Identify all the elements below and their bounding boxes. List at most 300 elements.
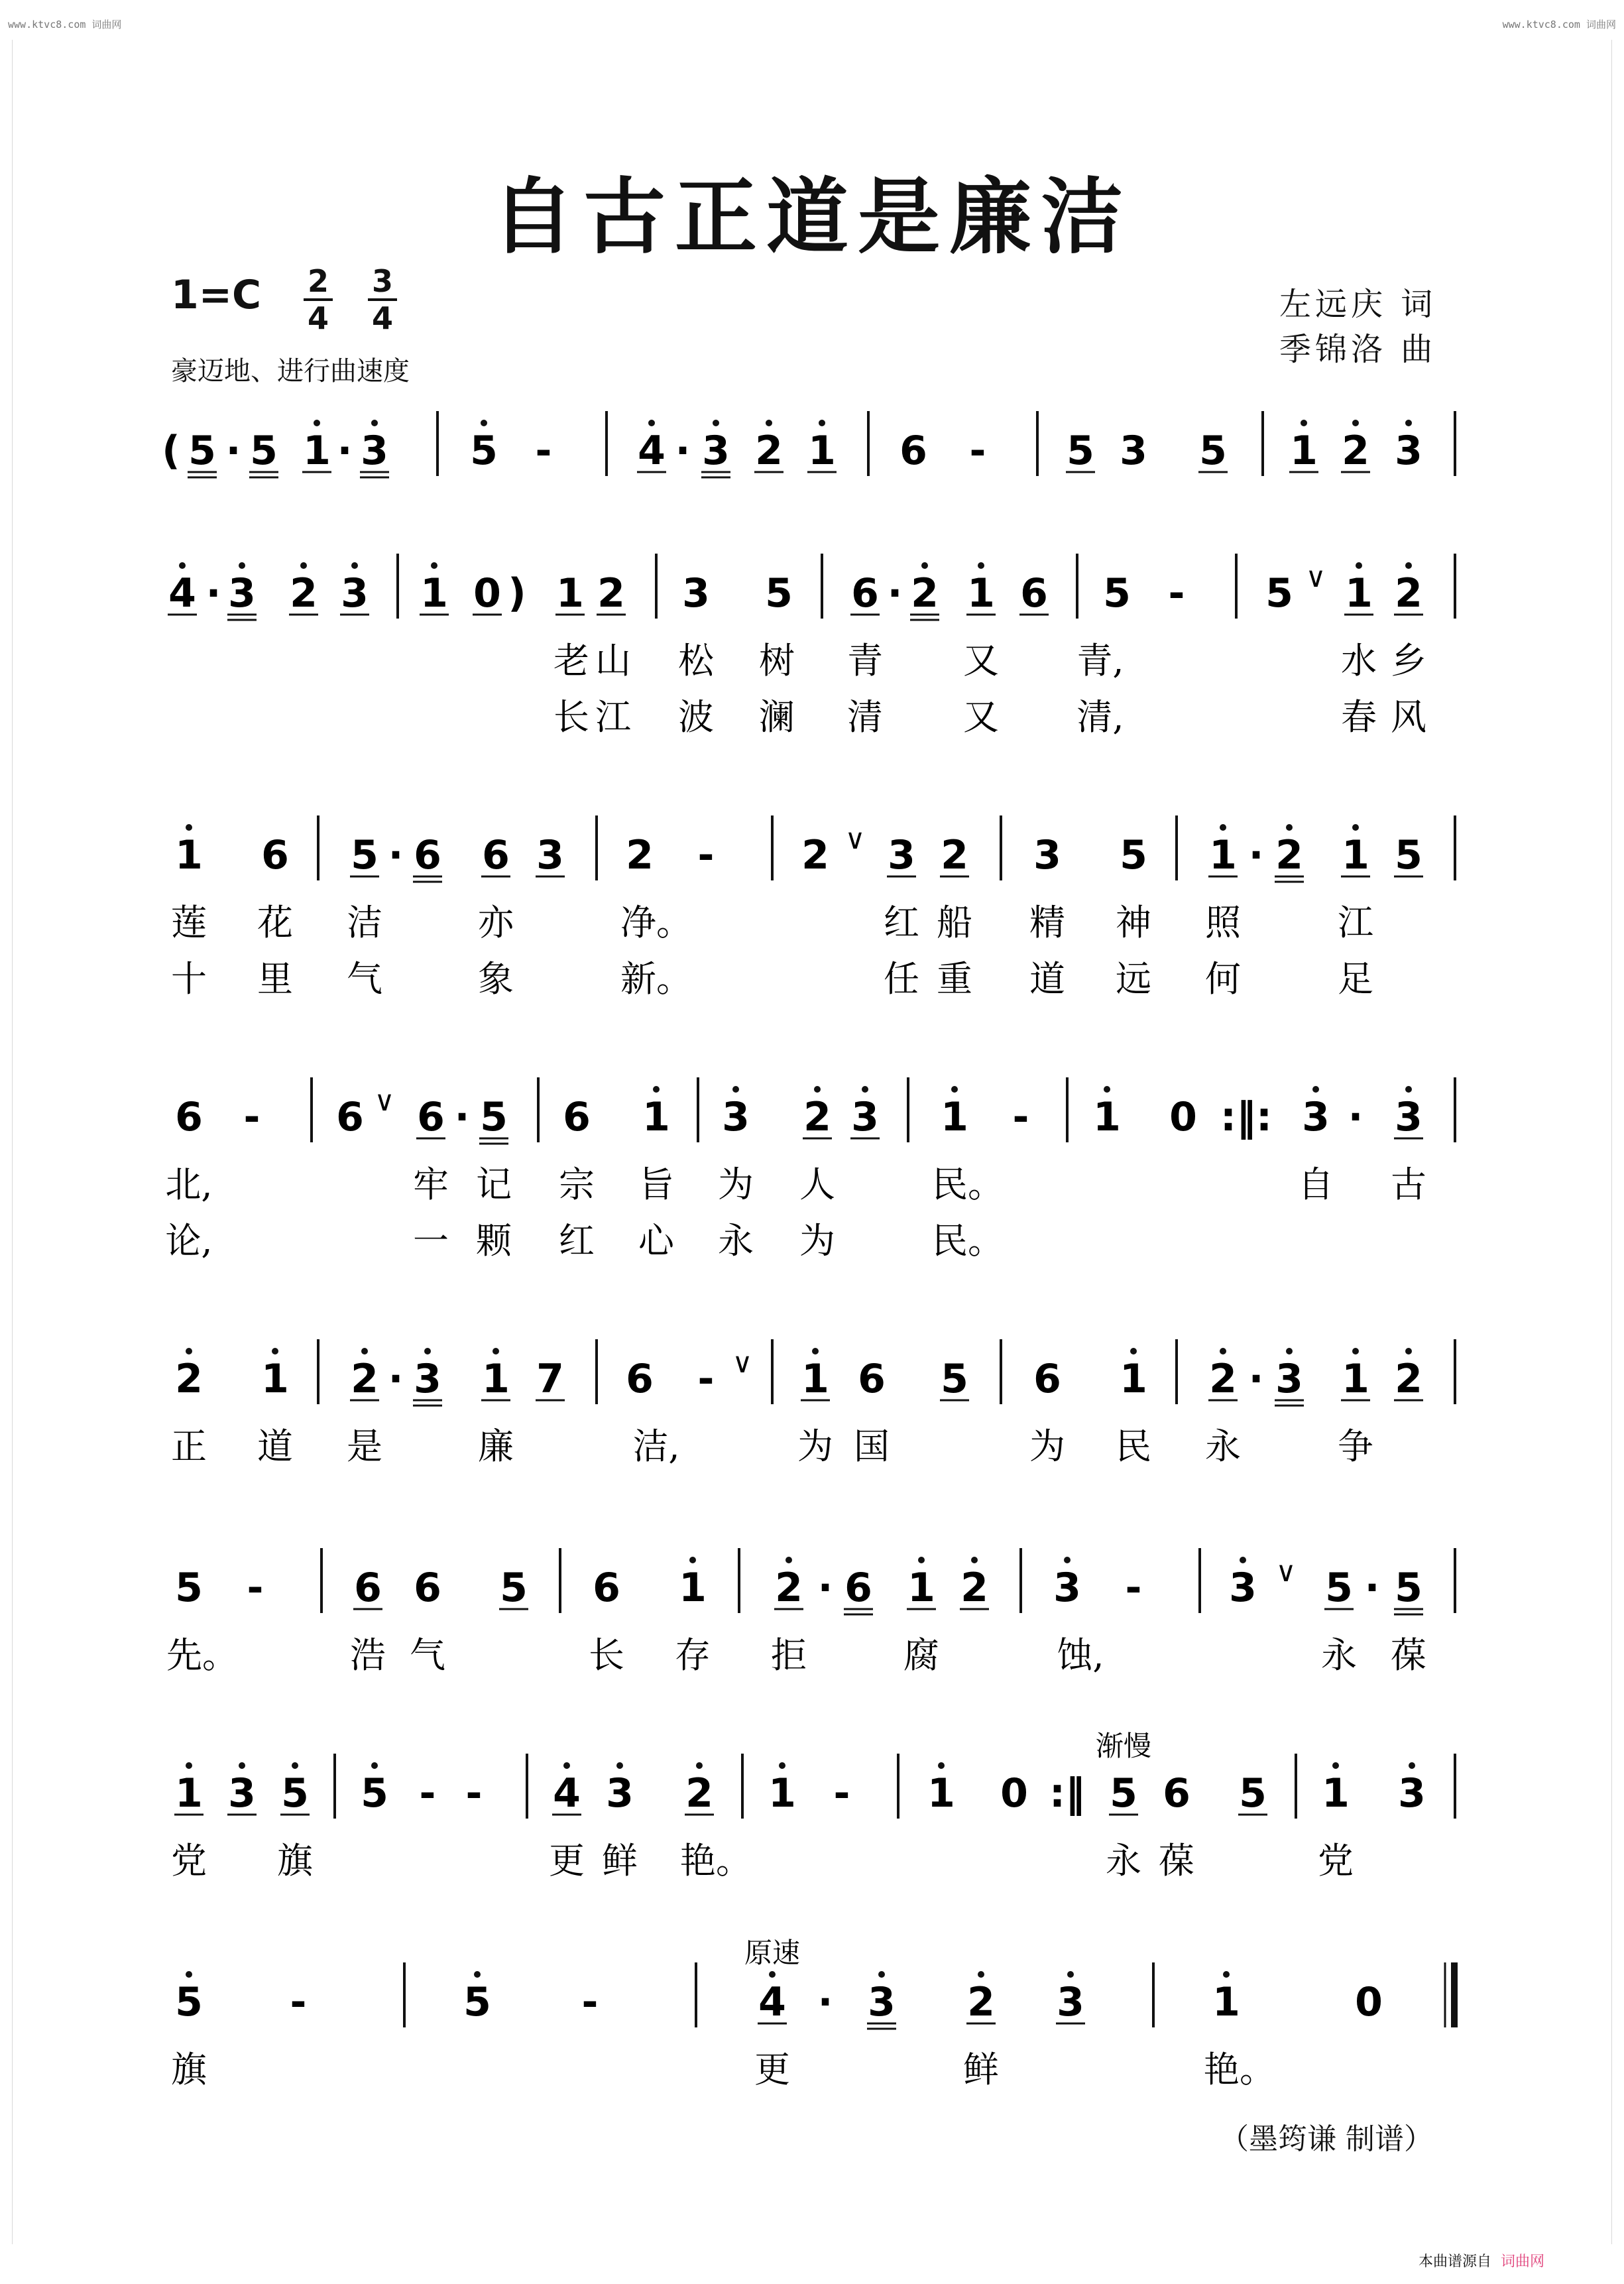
row2-sym-7: 0 [473, 570, 501, 617]
row2-sym-3-octave-dot [300, 562, 307, 569]
row2-sym-13: 5 [765, 570, 793, 617]
row2-lyrics1-8: 乡 [1391, 640, 1426, 682]
row2-sym-25: ∨ [1305, 561, 1326, 593]
row7-sym-0-octave-dot [186, 1762, 192, 1769]
row2-sym-18: 1 [967, 570, 995, 617]
row5-lyrics1-9: 永 [1205, 1425, 1241, 1467]
row4-lyrics2-1: 一 [413, 1220, 449, 1262]
tempo-marking: 豪迈地、进行曲速度 [171, 356, 410, 387]
row8-sym-13: 0 [1355, 1979, 1383, 2025]
row3-sym-20-octave-dot [1220, 824, 1226, 831]
row2-sym-26-octave-dot [1356, 562, 1362, 569]
row5-lyrics1-4: 洁, [632, 1425, 680, 1467]
row8-sym-6: 4 [758, 1979, 786, 2025]
row7-sym-0: 1 [175, 1770, 203, 1817]
row4-sym-14-octave-dot [862, 1086, 868, 1093]
row4-lyrics1-2: 记 [476, 1164, 512, 1205]
row4-sym-24-octave-dot [1405, 1086, 1412, 1093]
row1-sym-6: 3 [361, 428, 388, 474]
row2-lyrics1-7: 水 [1341, 640, 1377, 682]
row3-lyrics1-4: 净。 [620, 902, 692, 943]
row6-sym-10: 2 [775, 1565, 803, 1611]
row7-sym-16: 0 [1000, 1770, 1028, 1817]
row8-sym-4: - [581, 1979, 599, 2025]
row1-sym-4-octave-dot [314, 420, 320, 426]
row7-sym-5: - [419, 1770, 436, 1817]
row2-lyrics2-7: 春 [1341, 696, 1377, 738]
row4-lyrics2-4: 心 [638, 1220, 674, 1262]
row7-sym-8: 4 [553, 1770, 581, 1817]
row4-lyrics1-6: 人 [799, 1164, 835, 1205]
row8-lyrics1-2: 鲜 [963, 2049, 999, 2090]
row3-lyrics1-1: 花 [257, 902, 293, 943]
row8-sym-10-octave-dot [1067, 1971, 1074, 1978]
row3-sym-13: ∨ [844, 823, 866, 855]
row4-sym-6: · [454, 1094, 470, 1140]
row2-sym-15: 6 [851, 570, 879, 617]
lyricist-credit: 左远庆 词 [1279, 286, 1437, 323]
row7-sym-22-octave-dot [1332, 1762, 1339, 1769]
key-signature: 1=C [171, 272, 262, 318]
row1-sym-25-octave-dot [1352, 420, 1359, 426]
row6-sym-4: 6 [414, 1565, 441, 1611]
row5-sym-18-octave-dot [1130, 1348, 1137, 1354]
row4-lyrics2-2: 颗 [476, 1220, 512, 1262]
row5-lyrics1-0: 正 [171, 1425, 207, 1467]
row1-sym-14: 2 [755, 428, 783, 474]
row8-sym-3: 5 [463, 1979, 491, 2025]
row2-sym-21: 5 [1103, 570, 1131, 617]
row3-sym-23-octave-dot [1352, 824, 1359, 831]
row2-sym-3: 2 [290, 570, 318, 617]
row5-sym-23: 1 [1342, 1356, 1369, 1402]
row4-sym-13: 2 [803, 1094, 831, 1140]
row7-sym-12-octave-dot [779, 1762, 785, 1769]
row5-lyrics1-10: 争 [1338, 1425, 1373, 1467]
row6-sym-17: - [1125, 1565, 1142, 1611]
row1-sym-26-octave-dot [1405, 420, 1412, 426]
row3-sym-21: · [1248, 832, 1264, 878]
row6-lyrics1-5: 拒 [771, 1634, 807, 1676]
row5-sym-13: 1 [801, 1356, 829, 1402]
row1-sym-9: - [535, 428, 552, 474]
row8-lyrics1-3: 艳。 [1204, 2049, 1275, 2090]
row1-sym-26: 3 [1395, 428, 1422, 474]
row2-sym-2-octave-dot [239, 562, 245, 569]
row3-lyrics2-5: 任 [884, 958, 919, 1000]
row6-sym-11: · [817, 1565, 833, 1611]
row8-sym-7: · [817, 1979, 833, 2025]
row4-lyrics1-7: 民。 [932, 1164, 1004, 1205]
row8-sym-6-octave-dot [769, 1971, 776, 1978]
row3-sym-5: 6 [414, 832, 441, 878]
row3-lyrics1-3: 亦 [478, 902, 514, 943]
row3-sym-0-octave-dot [186, 824, 192, 831]
a-tempo-mark: 原速 [744, 1937, 801, 1969]
row4-sym-12: 3 [722, 1094, 750, 1140]
row3-lyrics2-8: 远 [1116, 958, 1151, 1000]
row4-sym-22-octave-dot [1312, 1086, 1319, 1093]
row6-sym-5: 5 [500, 1565, 528, 1611]
row5-sym-6-octave-dot [493, 1348, 499, 1354]
row7-sym-1: 3 [228, 1770, 256, 1817]
row4-lyrics2-7: 民。 [932, 1220, 1004, 1262]
row5-sym-0: 2 [175, 1356, 203, 1402]
row1-sym-4: 1 [303, 428, 331, 474]
row3-lyrics1-7: 精 [1029, 902, 1065, 943]
row8-sym-8-octave-dot [878, 1971, 885, 1978]
row3-lyrics2-6: 重 [937, 958, 972, 1000]
row3-lyrics2-4: 新。 [620, 958, 692, 1000]
row7-sym-15-octave-dot [938, 1762, 945, 1769]
row7-sym-18: 5 [1110, 1770, 1137, 1817]
row4-sym-24: 3 [1395, 1094, 1422, 1140]
row7-sym-15: 1 [927, 1770, 955, 1817]
row4-sym-4: ∨ [374, 1085, 395, 1117]
row4-sym-19: 1 [1093, 1094, 1121, 1140]
row5-sym-21: · [1248, 1356, 1264, 1402]
row1-sym-15-octave-dot [819, 420, 825, 426]
row8-lyrics1-0: 旗 [171, 2049, 207, 2090]
row2-sym-24: 5 [1265, 570, 1293, 617]
row2-lyrics1-3: 树 [759, 640, 795, 682]
row2-lyrics1-6: 青, [1076, 640, 1124, 682]
row3-sym-0: 1 [175, 832, 203, 878]
row6-lyrics1-1: 浩 [350, 1634, 386, 1676]
row7-sym-6: - [465, 1770, 483, 1817]
row4-sym-20: 0 [1169, 1094, 1197, 1140]
row3-lyrics2-1: 里 [257, 958, 293, 1000]
row2-sym-0-octave-dot [179, 562, 186, 569]
row5-lyrics1-3: 廉 [478, 1425, 514, 1467]
row5-sym-6: 1 [482, 1356, 510, 1402]
row2-lyrics2-4: 清 [847, 696, 883, 738]
row5-sym-24-octave-dot [1405, 1348, 1412, 1354]
row6-sym-14-octave-dot [971, 1557, 978, 1563]
row4-sym-17: - [1012, 1094, 1029, 1140]
row5-sym-4: · [388, 1356, 404, 1402]
row2-sym-6: 1 [420, 570, 448, 617]
row3-sym-22-octave-dot [1286, 824, 1293, 831]
row2-lyrics1-1: 山 [595, 640, 631, 682]
row6-sym-8: 1 [679, 1565, 707, 1611]
row6-sym-22: · [1364, 1565, 1380, 1611]
row5-sym-14: 6 [858, 1356, 886, 1402]
row3-lyrics2-10: 足 [1338, 958, 1373, 1000]
row2-sym-4-octave-dot [351, 562, 358, 569]
row3-sym-12: 2 [801, 832, 829, 878]
row7-sym-2: 5 [281, 1770, 309, 1817]
row4-lyrics2-5: 永 [718, 1220, 754, 1262]
row4-sym-10: 1 [642, 1094, 670, 1140]
row4-lyrics2-6: 为 [799, 1220, 835, 1262]
row2-sym-0: 4 [168, 570, 196, 617]
row3-sym-20: 1 [1209, 832, 1237, 878]
row1-sym-11-octave-dot [648, 420, 655, 426]
row4-lyrics1-3: 宗 [559, 1164, 595, 1205]
row2-sym-27-octave-dot [1405, 562, 1412, 569]
row5-sym-5: 3 [414, 1356, 441, 1402]
row5-sym-13-octave-dot [812, 1348, 819, 1354]
row2-lyrics1-5: 又 [963, 640, 999, 682]
row7-sym-22: 1 [1322, 1770, 1350, 1817]
row2-sym-18-octave-dot [978, 562, 984, 569]
row1-sym-2: · [225, 428, 241, 474]
row6-sym-14: 2 [960, 1565, 988, 1611]
header-left-watermark: www.ktvc8.com 词曲网 [8, 19, 122, 30]
row4-sym-23: · [1348, 1094, 1363, 1140]
row4-sym-14: 3 [851, 1094, 879, 1140]
row7-sym-8-octave-dot [563, 1762, 570, 1769]
row3-sym-1: 6 [261, 832, 289, 878]
meter1-den: 4 [307, 300, 329, 336]
row7-sym-2-octave-dot [292, 1762, 298, 1769]
row7-sym-9-octave-dot [616, 1762, 623, 1769]
row6-sym-13: 1 [907, 1565, 935, 1611]
row5-lyrics1-1: 道 [257, 1425, 293, 1467]
row1-sym-15: 1 [808, 428, 836, 474]
row6-sym-3: 6 [354, 1565, 382, 1611]
row6-sym-20: ∨ [1275, 1555, 1297, 1588]
row8-sym-1: - [290, 1979, 307, 2025]
row2-lyrics2-2: 波 [678, 696, 714, 738]
row1-sym-0: ( [162, 428, 180, 474]
row6-sym-8-octave-dot [689, 1557, 696, 1563]
row6-lyrics1-9: 葆 [1391, 1634, 1426, 1676]
row2-lyrics1-0: 老 [553, 640, 589, 682]
row2-sym-27: 2 [1395, 570, 1422, 617]
row6-sym-19: 3 [1229, 1565, 1257, 1611]
row7-lyrics1-0: 党 [171, 1840, 207, 1882]
row5-sym-23-octave-dot [1352, 1348, 1359, 1354]
row4-lyrics1-9: 古 [1391, 1164, 1426, 1205]
row6-sym-13-octave-dot [918, 1557, 925, 1563]
row4-lyrics2-0: 论, [165, 1220, 213, 1262]
row3-lyrics1-8: 神 [1116, 902, 1151, 943]
row6-lyrics1-3: 长 [589, 1634, 624, 1676]
row4-sym-21: :‖: [1220, 1094, 1272, 1140]
row2-sym-6-octave-dot [431, 562, 437, 569]
row1-sym-8: 5 [470, 428, 498, 474]
row3-sym-24: 5 [1395, 832, 1422, 878]
row2-lyrics1-2: 松 [678, 640, 714, 682]
row6-sym-7: 6 [593, 1565, 620, 1611]
row7-sym-20: 5 [1239, 1770, 1267, 1817]
row3-lyrics2-2: 气 [347, 958, 382, 1000]
row3-sym-22: 2 [1275, 832, 1303, 878]
row8-sym-3-octave-dot [474, 1971, 481, 1978]
header-right-watermark: www.ktvc8.com 词曲网 [1502, 19, 1616, 30]
row4-sym-5: 6 [417, 1094, 445, 1140]
row1-sym-1: 5 [188, 428, 216, 474]
row6-lyrics1-7: 蚀, [1057, 1634, 1104, 1676]
row7-sym-4: 5 [361, 1770, 388, 1817]
row7-sym-10: 2 [685, 1770, 713, 1817]
row3-lyrics2-0: 十 [171, 958, 207, 1000]
ritardando-mark: 渐慢 [1095, 1730, 1152, 1762]
row7-sym-9: 3 [606, 1770, 634, 1817]
row2-lyrics2-3: 澜 [759, 696, 795, 738]
row4-sym-22: 3 [1302, 1094, 1330, 1140]
row1-sym-21: 3 [1120, 428, 1147, 474]
row8-sym-0: 5 [175, 1979, 203, 2025]
row5-sym-11: ∨ [732, 1347, 753, 1379]
row5-lyrics1-7: 为 [1029, 1425, 1065, 1467]
row4-sym-3: 6 [336, 1094, 364, 1140]
row1-sym-13: 3 [702, 428, 730, 474]
row5-lyrics1-8: 民 [1116, 1425, 1151, 1467]
row1-sym-13-octave-dot [713, 420, 719, 426]
row3-lyrics1-0: 莲 [171, 902, 207, 943]
row3-lyrics2-9: 何 [1205, 958, 1241, 1000]
row5-sym-17: 6 [1033, 1356, 1061, 1402]
row5-sym-3: 2 [351, 1356, 378, 1402]
row2-sym-12: 3 [682, 570, 710, 617]
row3-lyrics2-7: 道 [1029, 958, 1065, 1000]
row8-sym-0-octave-dot [186, 1971, 192, 1978]
row6-lyrics1-2: 气 [410, 1634, 445, 1676]
row1-sym-11: 4 [638, 428, 666, 474]
row1-sym-18: - [969, 428, 986, 474]
row2-sym-2: 3 [228, 570, 256, 617]
composer-credit: 季锦洛 曲 [1279, 331, 1437, 368]
row4-sym-9: 6 [563, 1094, 591, 1140]
row2-lyrics1-4: 青 [847, 640, 883, 682]
row2-sym-9: 1 [556, 570, 584, 617]
row4-sym-19-octave-dot [1104, 1086, 1110, 1093]
row2-sym-4: 3 [341, 570, 369, 617]
row1-sym-17: 6 [899, 428, 927, 474]
row1-sym-25: 2 [1342, 428, 1369, 474]
row8-sym-9-octave-dot [978, 1971, 984, 1978]
meter1-num: 2 [307, 263, 329, 299]
row7-lyrics1-4: 艳。 [680, 1840, 752, 1882]
row2-sym-16: · [887, 570, 903, 617]
row4-lyrics1-4: 旨 [638, 1164, 674, 1205]
row5-sym-7: 7 [536, 1356, 564, 1402]
row4-sym-1: - [243, 1094, 261, 1140]
row5-sym-18: 1 [1120, 1356, 1147, 1402]
row4-sym-7: 5 [480, 1094, 508, 1140]
row4-sym-0: 6 [175, 1094, 203, 1140]
row3-sym-18: 5 [1120, 832, 1147, 878]
footer-text: 本曲谱源自 [1418, 2254, 1491, 2270]
row4-sym-13-octave-dot [814, 1086, 821, 1093]
row2-sym-26: 1 [1345, 570, 1373, 617]
row6-sym-21: 5 [1325, 1565, 1353, 1611]
row8-sym-10: 3 [1057, 1979, 1084, 2025]
row5-sym-20-octave-dot [1220, 1348, 1226, 1354]
row4-lyrics2-3: 红 [559, 1220, 595, 1262]
row3-lyrics2-3: 象 [478, 958, 514, 1000]
row1-sym-3: 5 [250, 428, 278, 474]
row7-sym-4-octave-dot [371, 1762, 378, 1769]
row1-sym-8-octave-dot [481, 420, 487, 426]
row2-lyrics2-1: 江 [595, 696, 631, 738]
row4-lyrics1-8: 自 [1298, 1164, 1334, 1205]
meter2-num: 3 [371, 263, 393, 299]
row4-sym-16-octave-dot [951, 1086, 958, 1093]
row3-sym-17: 3 [1033, 832, 1061, 878]
row6-lyrics1-6: 腐 [903, 1634, 939, 1676]
row5-sym-22-octave-dot [1286, 1348, 1293, 1354]
row3-lyrics1-9: 照 [1205, 902, 1241, 943]
row2-lyrics2-5: 又 [963, 696, 999, 738]
row4-sym-16: 1 [941, 1094, 968, 1140]
row5-lyrics1-2: 是 [347, 1425, 382, 1467]
row6-lyrics1-8: 永 [1321, 1634, 1357, 1676]
row3-sym-7: 3 [536, 832, 564, 878]
row7-lyrics1-6: 葆 [1159, 1840, 1194, 1882]
row7-sym-19: 6 [1163, 1770, 1190, 1817]
row1-sym-14-octave-dot [766, 420, 772, 426]
row1-sym-20: 5 [1067, 428, 1094, 474]
row2-sym-17-octave-dot [921, 562, 928, 569]
row6-sym-1: - [247, 1565, 264, 1611]
row7-lyrics1-2: 更 [549, 1840, 585, 1882]
row8-sym-12: 1 [1212, 1979, 1240, 2025]
row3-sym-23: 1 [1342, 832, 1369, 878]
row5-sym-10: - [697, 1356, 715, 1402]
row2-sym-10: 2 [597, 570, 625, 617]
row5-sym-1-octave-dot [272, 1348, 278, 1354]
row7-sym-23-octave-dot [1409, 1762, 1415, 1769]
row1-sym-12: · [675, 428, 691, 474]
row2-lyrics2-8: 风 [1391, 696, 1426, 738]
row8-sym-8: 3 [868, 1979, 896, 2025]
row4-lyrics1-0: 北, [165, 1164, 213, 1205]
row3-sym-14: 3 [888, 832, 915, 878]
row3-sym-9: 2 [626, 832, 654, 878]
arranger-credit: （墨筠谦 制谱） [1220, 2122, 1433, 2156]
row5-sym-24: 2 [1395, 1356, 1422, 1402]
row7-sym-1-octave-dot [239, 1762, 245, 1769]
row3-lyrics1-2: 洁 [347, 902, 382, 943]
row2-sym-19: 6 [1020, 570, 1048, 617]
row8-sym-9: 2 [967, 1979, 995, 2025]
row4-lyrics1-1: 牢 [413, 1164, 449, 1205]
row3-sym-6: 6 [482, 832, 510, 878]
row2-sym-22: - [1168, 570, 1185, 617]
row3-sym-15: 2 [941, 832, 968, 878]
row2-lyrics2-6: 清, [1076, 696, 1124, 738]
song-title: 自古正道是廉洁 [491, 169, 1132, 265]
row2-sym-8: ) [508, 570, 526, 617]
row5-lyrics1-6: 国 [854, 1425, 890, 1467]
row3-sym-4: · [388, 832, 404, 878]
row1-sym-5: · [337, 428, 353, 474]
row5-sym-22: 3 [1275, 1356, 1303, 1402]
row5-sym-1: 1 [261, 1356, 289, 1402]
row3-lyrics1-10: 江 [1338, 902, 1373, 943]
row5-sym-0-octave-dot [186, 1348, 192, 1354]
row7-lyrics1-7: 党 [1318, 1840, 1354, 1882]
row6-sym-10-octave-dot [785, 1557, 792, 1563]
row8-lyrics1-1: 更 [754, 2049, 790, 2090]
row5-sym-3-octave-dot [361, 1348, 368, 1354]
row6-sym-23: 5 [1395, 1565, 1422, 1611]
row7-sym-12: 1 [768, 1770, 796, 1817]
row4-lyrics1-5: 为 [718, 1164, 754, 1205]
row7-sym-10-octave-dot [696, 1762, 703, 1769]
row7-sym-13: - [833, 1770, 850, 1817]
row7-lyrics1-1: 旗 [277, 1840, 313, 1882]
row6-sym-0: 5 [175, 1565, 203, 1611]
footer-source [1419, 2250, 1544, 2271]
row3-lyrics1-5: 红 [884, 902, 919, 943]
row5-sym-20: 2 [1209, 1356, 1237, 1402]
row3-lyrics1-6: 船 [937, 902, 972, 943]
